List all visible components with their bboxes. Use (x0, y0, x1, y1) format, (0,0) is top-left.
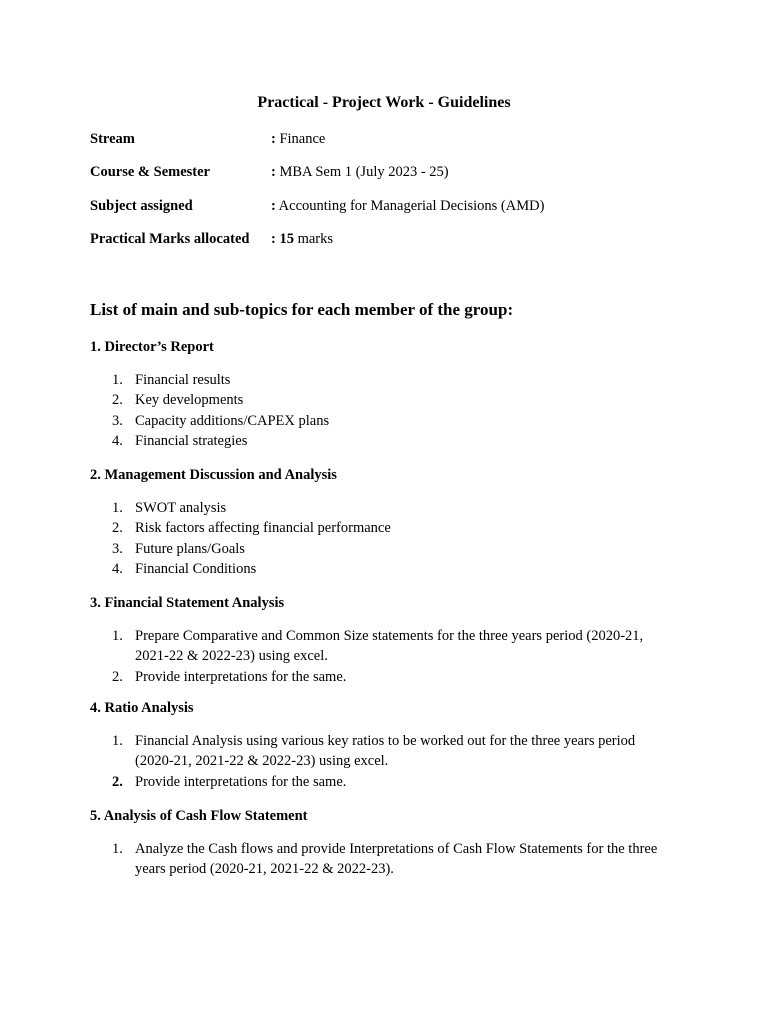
item-text: Financial Conditions (135, 561, 257, 578)
item-number: 1. (112, 628, 123, 644)
item-number: 2. (112, 520, 123, 537)
item-number: 2. (112, 668, 123, 685)
list-item (90, 626, 675, 667)
meta-marks-label: Practical Marks allocated (90, 231, 250, 247)
list-item (90, 839, 675, 880)
item-number: 2. (112, 773, 123, 790)
meta-subject (90, 197, 544, 215)
item-text: Analyze the Cash flows and provide Interpretations of Cash Flow Statements for the three years period (2020-21, 2021-22 & 2022-23). (135, 841, 658, 878)
list-item (90, 731, 675, 772)
item-number: 3. (112, 540, 123, 557)
list-item (90, 411, 675, 431)
item-text: Financial Analysis using various key ratios to be worked out for the three years period (2020-21, 2021-22 & 2022-23) using excel. (135, 733, 636, 770)
meta-stream (90, 130, 325, 148)
section-title: 4. Ratio Analysis (90, 700, 194, 716)
section-items (90, 498, 690, 580)
list-item (90, 518, 675, 538)
item-number: 4. (112, 433, 123, 450)
section-directors-report (90, 338, 690, 452)
section-title: 5. Analysis of Cash Flow Statement (90, 808, 308, 824)
item-text: Risk factors affecting financial performance (135, 520, 391, 537)
item-text: SWOT analysis (135, 500, 227, 516)
list-item (90, 539, 675, 559)
item-text: Key developments (135, 392, 244, 409)
section-title: 2. Management Discussion and Analysis (90, 467, 337, 483)
meta-course-label: Course & Semester (90, 164, 210, 180)
meta-marks-colon: : (271, 231, 276, 247)
item-number: 1. (112, 372, 123, 388)
item-number: 2. (112, 392, 123, 409)
meta-marks-number: 15 (275, 231, 294, 247)
meta-course (90, 163, 449, 181)
item-text: Financial results (135, 372, 231, 388)
topics-heading: List of main and sub-topics for each member of the group: (90, 300, 514, 319)
meta-marks (90, 230, 333, 248)
item-text: Provide interpretations for the same. (135, 773, 347, 790)
meta-course-value: MBA Sem 1 (July 2023 - 25) (275, 164, 449, 180)
section-items (90, 731, 690, 792)
item-text: Prepare Comparative and Common Size statements for the three years period (2020-21, 2021-22 & 2022-23) using excel. (135, 628, 644, 665)
list-item (90, 431, 675, 451)
list-item (90, 390, 675, 410)
section-title: 1. Director’s Report (90, 339, 214, 355)
list-item (90, 559, 675, 579)
list-item (90, 498, 675, 518)
meta-stream-value: Finance (275, 131, 326, 147)
section-title: 3. Financial Statement Analysis (90, 595, 285, 611)
item-text: Financial strategies (135, 433, 248, 450)
section-items (90, 370, 690, 452)
item-text: Capacity additions/CAPEX plans (135, 412, 330, 429)
item-text: Provide interpretations for the same. (135, 668, 347, 685)
list-item (90, 667, 675, 687)
item-number: 4. (112, 561, 123, 578)
meta-course-colon: : (271, 164, 276, 180)
document-title: Practical - Project Work - Guidelines (257, 94, 511, 111)
list-item (90, 772, 675, 792)
meta-stream-label: Stream (90, 131, 135, 147)
meta-subject-label: Subject assigned (90, 198, 193, 214)
section-items (90, 626, 690, 687)
section-management-discussion (90, 466, 690, 580)
meta-marks-unit: marks (293, 231, 334, 247)
list-item (90, 370, 675, 390)
item-number: 1. (112, 500, 123, 516)
meta-subject-value: Accounting for Managerial Decisions (AMD) (275, 198, 545, 214)
section-cash-flow-analysis (90, 807, 690, 880)
section-financial-statement-analysis (90, 594, 690, 687)
meta-subject-colon: : (271, 198, 276, 214)
item-number: 1. (112, 841, 123, 857)
section-items (90, 839, 690, 880)
section-ratio-analysis (90, 699, 690, 792)
item-text: Future plans/Goals (135, 540, 245, 557)
item-number: 1. (112, 733, 123, 749)
meta-stream-colon: : (271, 131, 276, 147)
item-number: 3. (112, 412, 123, 429)
